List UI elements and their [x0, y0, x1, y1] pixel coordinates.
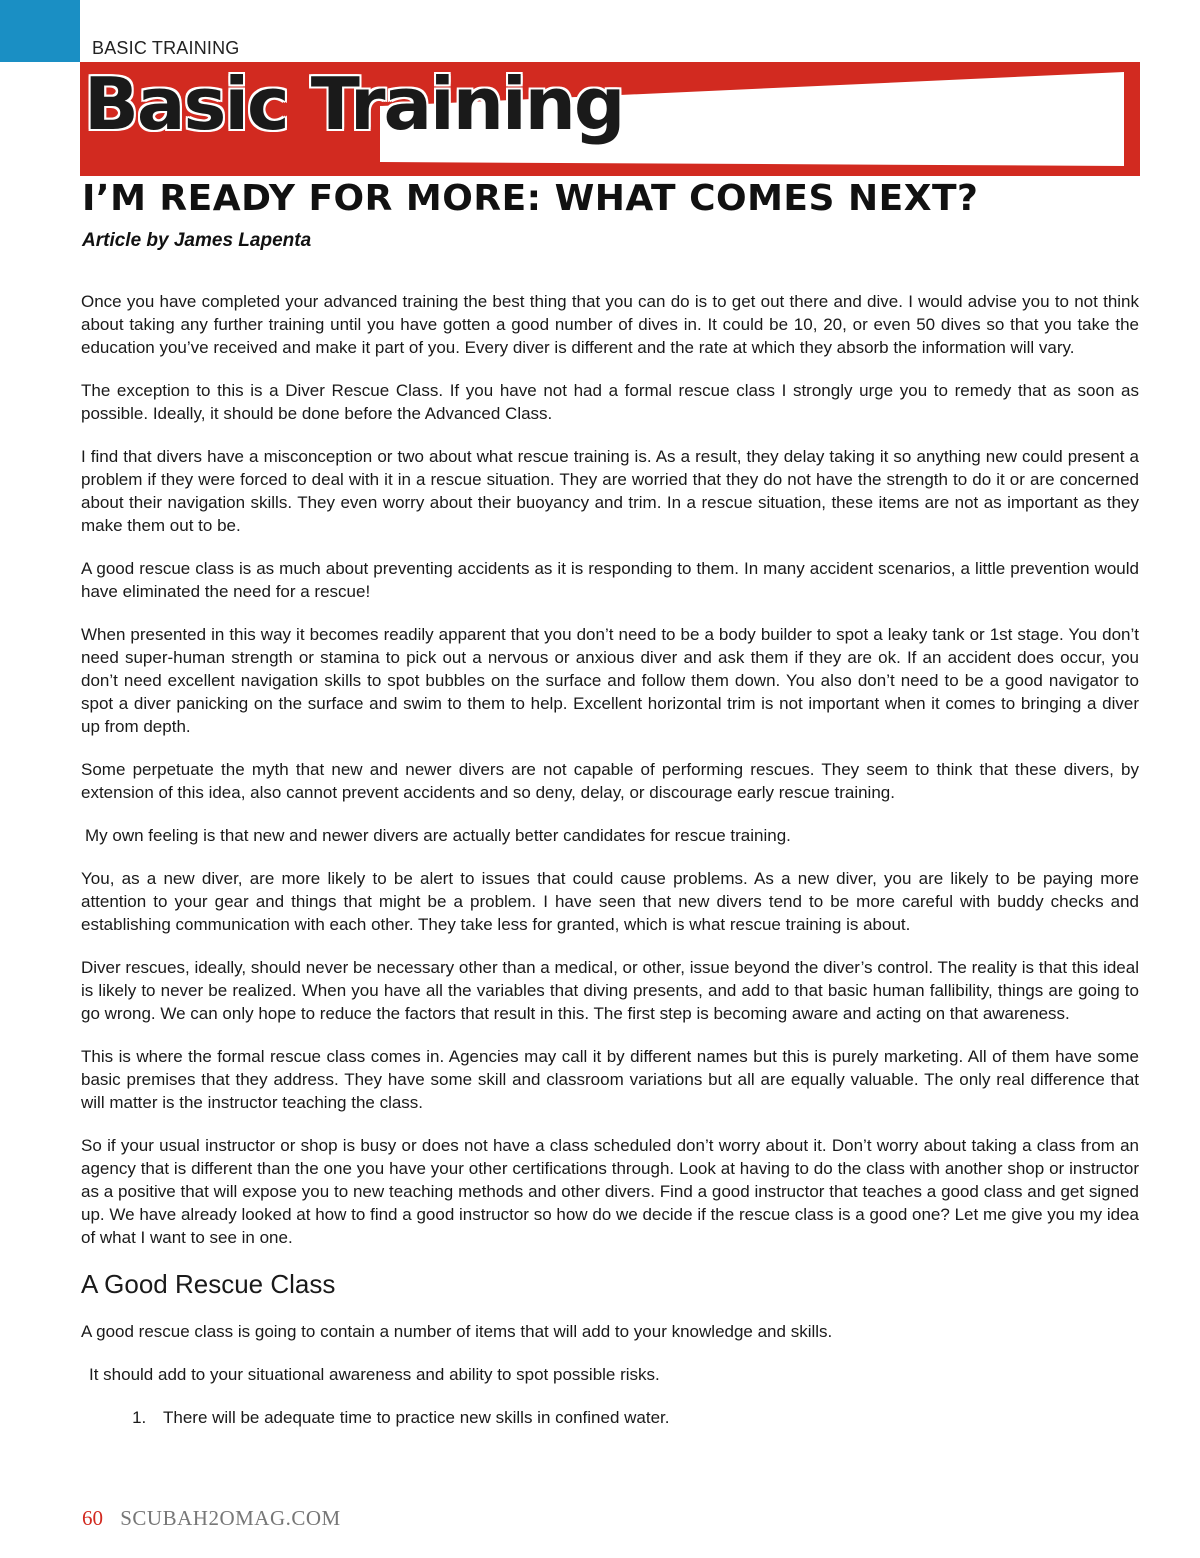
subheading: A Good Rescue Class — [81, 1269, 336, 1299]
paragraph: Once you have completed your advanced training the best thing that you can do is to get out there and dive. I would advise you to not think about taking any further training until you have gotten a good number of dives in. It could be 10, 20, or even 50 dives so that you take the education you’ve received and make it part of you. Every diver is different and the rate at which they absorb the information will vary. — [81, 292, 1139, 357]
page-number: 60 — [82, 1506, 103, 1530]
paragraph: This is where the formal rescue class comes in. Agencies may call it by different names but this is purely marketing. All of them have some basic premises that they address. They have some skill and classroom variations but all are equally valuable. The only real difference that will matter is the instructor teaching the class. — [81, 1047, 1139, 1112]
paragraph: A good rescue class is as much about preventing accidents as it is responding to them. In many accident scenarios, a little prevention would have eliminated the need for a rescue! — [81, 559, 1139, 601]
paragraph: So if your usual instructor or shop is busy or does not have a class scheduled don’t worry about it. Don’t worry about taking a class from an agency that is different than the one you have your other certifications through. Look at having to do the class with another shop or instructor as a positive that will expose you to new teaching methods and other divers. Find a good instructor that teaches a good class and get signed up. We have already looked at how to find a good instructor so how do we decide if the rescue class is a good one? Let me give you my idea of what I want to see in one. — [81, 1136, 1139, 1247]
paragraph: You, as a new diver, are more likely to be alert to issues that could cause problems. As a new diver, you are likely to be paying more attention to your gear and things that might be a problem. I have seen that new divers tend to be more careful with buddy checks and establishing communication with each other. They take less for granted, which is what rescue training is about. — [81, 869, 1139, 934]
paragraph: It should add to your situational awareness and ability to spot possible risks. — [89, 1365, 660, 1384]
paragraph: The exception to this is a Diver Rescue Class. If you have not had a formal rescue class I strongly urge you to remedy that as soon as possible. Ideally, it should be done before the Advanced Class. — [81, 381, 1139, 423]
site-url: SCUBAH2OMAG.COM — [120, 1506, 341, 1530]
section-label: BASIC TRAINING — [92, 38, 240, 58]
paragraph: Some perpetuate the myth that new and newer divers are not capable of performing rescues. They seem to think that these divers, by extension of this idea, also cannot prevent accidents and so deny, delay, or discourage early rescue training. — [81, 760, 1139, 802]
paragraph: I find that divers have a misconception or two about what rescue training is. As a result, they delay taking it so anything new could present a problem if they were forced to deal with it in a rescue situation. They are worried that they do not have the strength to do it or are concerned about their navigation skills. They even worry about their buoyancy and trim. In a rescue situation, these items are not as important as they make them out to be. — [81, 447, 1139, 535]
paragraph: My own feeling is that new and newer divers are actually better candidates for rescue training. — [85, 826, 791, 845]
banner-title: Basic Training — [84, 62, 624, 146]
page-footer — [82, 1506, 341, 1531]
article-headline: I’M READY FOR MORE: WHAT COMES NEXT? — [82, 178, 979, 219]
paragraph: Diver rescues, ideally, should never be necessary other than a medical, or other, issue beyond the diver’s control. The reality is that this ideal is likely to never be realized. When you have all the variables that diving presents, and add to that basic human fallibility, things are going to go wrong. We can only hope to reduce the factors that result in this. The first step is becoming aware and acting on that awareness. — [81, 958, 1139, 1023]
list-item: 1. There will be adequate time to practice new skills in confined water. — [151, 1406, 1139, 1429]
paragraph: When presented in this way it becomes readily apparent that you don’t need to be a body builder to spot a leaky tank or 1st stage. You don’t need super-human strength or stamina to pick out a nervous or anxious diver and ask them if they are ok. If an accident does occur, you don’t need excellent navigation skills to spot bubbles on the surface and follow them down. You also don’t need to be a good navigator to spot a diver panicking on the surface and swim to them to help. Excellent horizontal trim is not important when it comes to bringing a diver up from depth. — [81, 625, 1139, 736]
title-banner — [80, 62, 1140, 176]
corner-color-tab — [0, 0, 80, 62]
numbered-list — [81, 1406, 1139, 1429]
article-body — [81, 290, 1139, 1429]
article-byline: Article by James Lapenta — [82, 230, 312, 251]
paragraph: A good rescue class is going to contain a number of items that will add to your knowledge and skills. — [81, 1322, 833, 1341]
